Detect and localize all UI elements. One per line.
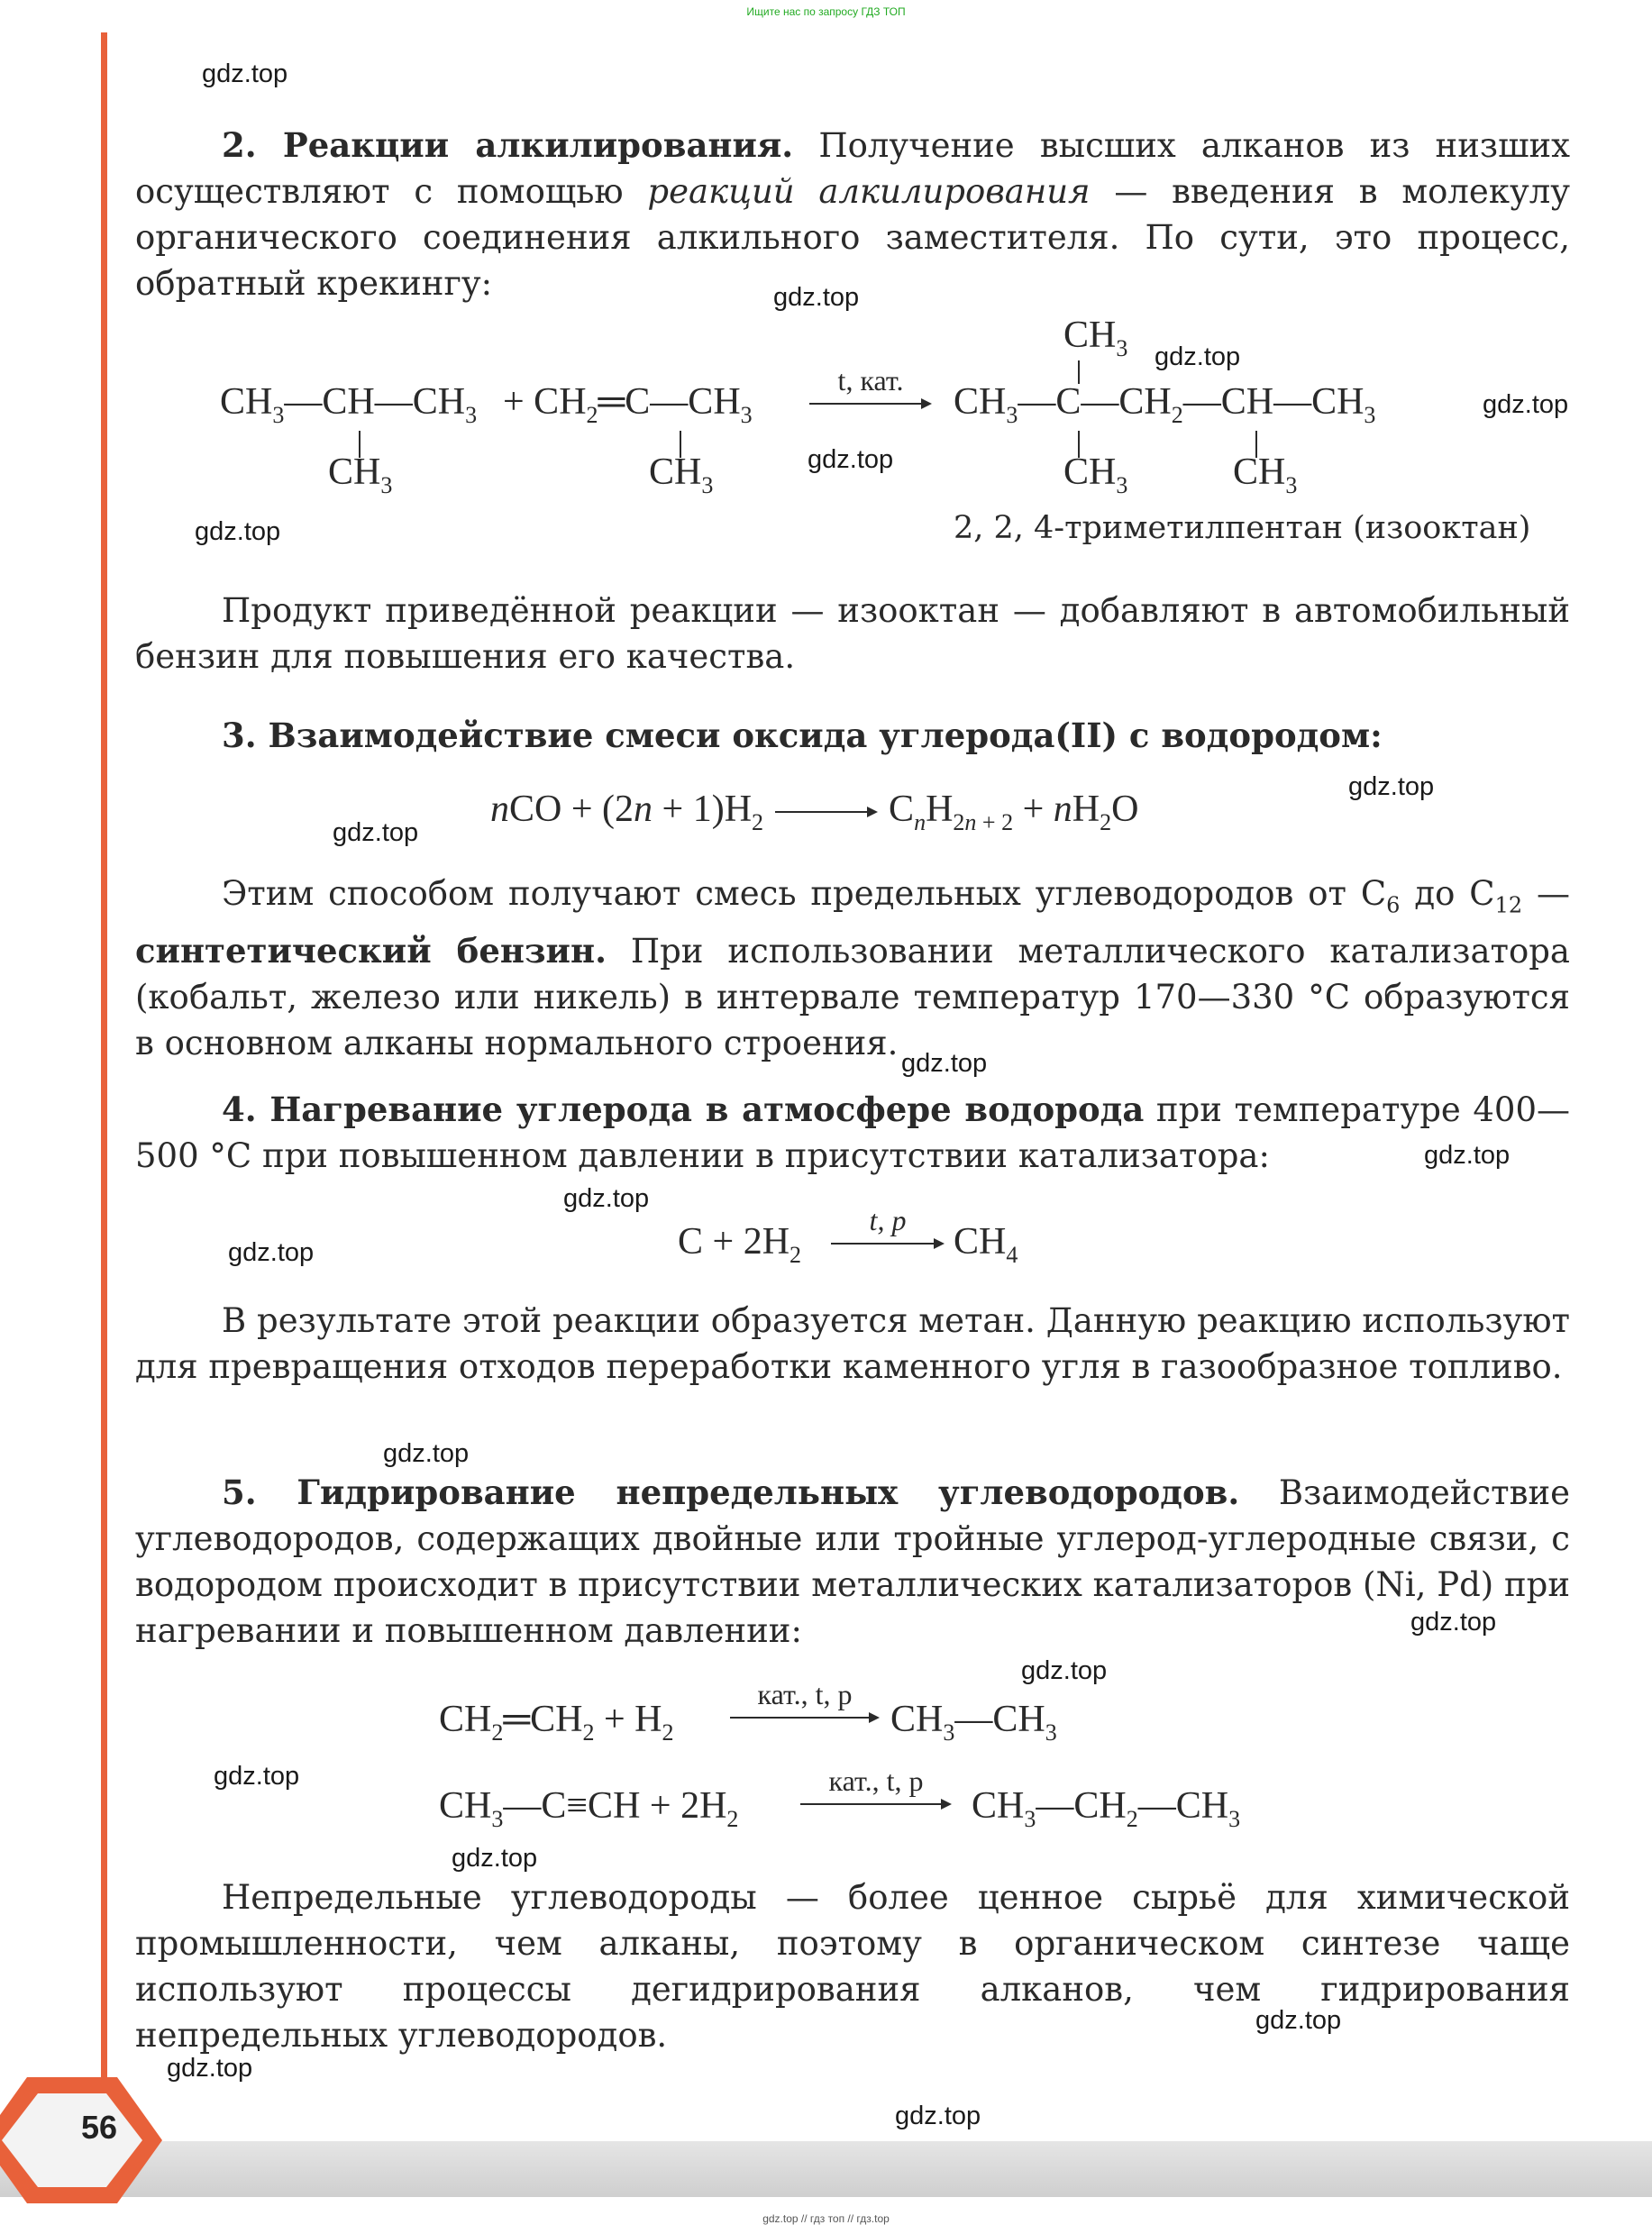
watermark: gdz.top <box>452 1844 538 1873</box>
reactant-isobutane: $CH_3—CH—CH_3$ <box>220 381 478 428</box>
propyne-hydrogenation-product: $CH_3—CH_2—CH_3$ <box>972 1785 1241 1832</box>
section-5-heading: 5. Гидрирование непредельных углеводородов. <box>222 1473 1240 1512</box>
section-4-after: В результате этой реакции образуется метан. Данную реакцию используют для превращения отходов переработки каменного угля в газообразное топливо. <box>135 1301 1570 1386</box>
reactant-isobutene: + $CH_2═C—CH_3$ <box>503 381 753 428</box>
ethylene-hydrogenation-product: $CH_3—CH_3$ <box>890 1699 1057 1746</box>
watermark: gdz.top <box>1348 772 1435 801</box>
isobutane-methyl: $CH_3$ <box>328 451 393 498</box>
watermark: gdz.top <box>202 59 288 88</box>
isobutene-methyl: $CH_3$ <box>649 451 714 498</box>
watermark: gdz.top <box>1255 2006 1342 2035</box>
section-4-paragraph: 4. Нагревание углерода в атмосфере водорода при температуре 400—500 °C при повышенном давлении в присутствии катализатора: <box>135 1090 1570 1175</box>
watermark: gdz.top <box>195 517 281 546</box>
product-bottom-methyl-2: $CH_3$ <box>1233 451 1298 498</box>
section-3-after: Этим способом получают смесь предельных углеводородов от $C_6$ до $C_{12}$ — синтетический бензин. При использовании металлического катализатора (кобальт, железо или никель) в интервале температур 170—330 °C образуются в основном алканы нормального строения. <box>135 874 1570 1063</box>
watermark: gdz.top <box>1021 1656 1108 1685</box>
bottom-banner: gdz.top // гдз топ // гдз.top <box>762 2212 890 2225</box>
watermark: gdz.top <box>214 1762 300 1791</box>
section-2-text-cont: — введения в молекулу органического соединения алкильного заместителя. По сути, это процесс, обратный крекингу: <box>135 172 1570 303</box>
section-5-paragraph: 5. Гидрирование непредельных углеводородов. Взаимодействие углеводородов, содержащих двойные или тройные углерод-углеродные связи, с водородом происходит в присутствии металлических катализаторов (Ni, Pd) при нагревании и повышенном давлении: <box>135 1473 1570 1650</box>
ethylene-arrow <box>728 1678 881 1728</box>
section-3-heading-paragraph <box>135 713 1570 759</box>
watermark: gdz.top <box>333 818 419 847</box>
product-bottom-methyl-1: $CH_3$ <box>1063 451 1128 498</box>
section-2-heading: 2. Реакции алкилирования. <box>222 125 794 165</box>
methane-product: $CH_4$ <box>954 1221 1018 1268</box>
propyne-conditions: кат., t, p <box>828 1764 924 1797</box>
alkylation-conditions: t, кат. <box>837 364 904 397</box>
watermark: gdz.top <box>773 283 860 312</box>
section-2-text: Получение высших алканов из низших осуществляют с помощью <box>135 126 1570 211</box>
watermark: gdz.top <box>228 1238 315 1267</box>
watermark: gdz.top <box>1155 342 1241 371</box>
watermark: gdz.top <box>167 2054 253 2083</box>
methane-synthesis-equation: $C + 2H_2$ <box>678 1221 802 1268</box>
section-5-after: Непредельные углеводороды — более ценное сырьё для химической промышленности, чем алканы, поэтому в органическом синтезе чаще используют процессы дегидрирования алканов, чем гидрирования непредельных углеводородов. <box>135 1878 1570 2055</box>
margin-rule <box>101 32 107 2105</box>
fischer-tropsch-equation: nCO + $(2n + 1)H_2$ $C_nH_{2n + 2} + nH_2O$ <box>490 789 1139 835</box>
watermark: gdz.top <box>1410 1608 1497 1637</box>
ethylene-conditions: кат., t, p <box>757 1678 853 1710</box>
watermark: gdz.top <box>901 1049 988 1078</box>
synthetic-gasoline-term: синтетический бензин. <box>135 931 607 971</box>
section-4-heading: 4. Нагревание углерода в атмосфере водорода <box>222 1090 1145 1129</box>
section-2-paragraph <box>135 123 1570 306</box>
section-2-after: Продукт приведённой реакции — изооктан — добавляют в автомобильный бензин для повышения его качества. <box>135 591 1570 676</box>
product-top-methyl: $CH_3$ <box>1063 315 1128 361</box>
footer-band <box>0 2141 1652 2197</box>
product-name: 2, 2, 4-триметилпентан (изооктан) <box>954 510 1531 546</box>
methane-conditions: t, p <box>869 1204 907 1236</box>
ethylene-hydrogenation-reactants: $CH_2═CH_2 + H_2$ <box>439 1699 674 1746</box>
product-isooctane: $CH_3—C—CH_2—CH—CH_3$ <box>954 381 1376 428</box>
propyne-hydrogenation-reactants: $CH_3—C\equiv CH + 2H_2$ <box>439 1785 739 1832</box>
watermark: gdz.top <box>383 1439 470 1468</box>
page-number: 56 <box>80 2109 118 2146</box>
watermark: gdz.top <box>1424 1141 1511 1170</box>
alkylation-arrow <box>808 364 934 415</box>
methane-arrow <box>829 1204 946 1254</box>
watermark: gdz.top <box>563 1184 650 1213</box>
propyne-arrow <box>799 1764 954 1815</box>
top-banner: Ищите нас по запросу ГДЗ ТОП <box>746 5 906 18</box>
watermark: gdz.top <box>895 2102 981 2130</box>
section-3-heading: 3. Взаимодействие смеси оксида углерода(II) с водородом: <box>222 716 1383 755</box>
watermark: gdz.top <box>1483 390 1569 419</box>
section-2-italic-term: реакций алкилирования <box>647 172 1091 211</box>
watermark: gdz.top <box>808 445 894 474</box>
